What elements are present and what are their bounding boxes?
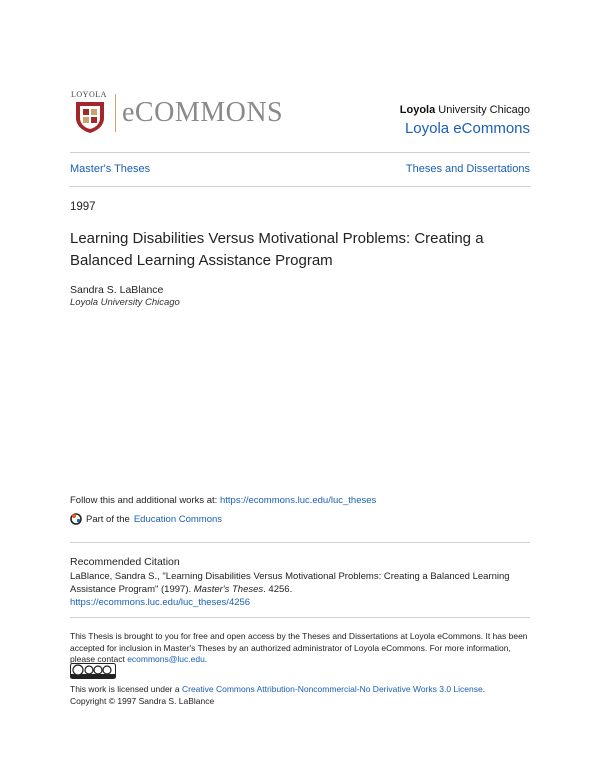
part-of-line: Part of the Education Commons [70, 513, 222, 525]
divider-notice [70, 617, 530, 618]
repository-link[interactable]: Loyola eCommons [404, 120, 530, 137]
follow-url-link[interactable]: https://ecommons.luc.edu/luc_theses [219, 495, 377, 506]
follow-line: Follow this and additional works at: https://ecommons.luc.edu/luc_theses [70, 495, 377, 506]
author-affiliation: Loyola University Chicago [70, 297, 180, 308]
creative-commons-badge-icon[interactable] [70, 663, 116, 679]
crest-label: LOYOLA [71, 90, 107, 99]
license-block: This work is licensed under a Creative Commons Attribution-Noncommercial-No Derivative Works 3.0 License. Copyright © 1997 Sandra S. LaBlance [70, 684, 486, 706]
publication-year: 1997 [70, 201, 96, 213]
document-title: Learning Disabilities Versus Motivational Problems: Creating a Balanced Learning Assistance Program [70, 230, 484, 269]
institution-name: Loyola University Chicago [399, 104, 530, 116]
masters-theses-link[interactable]: Master's Theses [70, 163, 151, 175]
citation-heading: Recommended Citation [70, 556, 180, 568]
author-name: Sandra S. LaBlance [70, 284, 164, 296]
divider-top [70, 152, 530, 153]
divider-nav [70, 186, 530, 187]
cc-license-link[interactable]: Creative Commons Attribution-Noncommercial-No Derivative Works 3.0 License [181, 684, 483, 694]
copyright-line: Copyright © 1997 Sandra S. LaBlance [70, 695, 215, 706]
citation-text: LaBlance, Sandra S., "Learning Disabilities Versus Motivational Problems: Creating a Balanced Learning Assistance Program" (1997). Master's Theses. 4256. https://ecommons.luc.edu/luc_theses/4256 [70, 571, 510, 608]
logo-divider [115, 94, 116, 132]
ecommons-logo-text: eCOMMONS [122, 97, 284, 128]
education-commons-link[interactable]: Education Commons [133, 513, 223, 525]
contact-email-link[interactable]: ecommons@luc.edu [127, 654, 205, 664]
loyola-crest-icon [72, 100, 108, 134]
network-icon [70, 513, 82, 525]
theses-dissertations-link[interactable]: Theses and Dissertations [405, 163, 530, 175]
citation-url-link[interactable]: https://ecommons.luc.edu/luc_theses/4256 [70, 597, 251, 608]
access-notice: This Thesis is brought to you for free and open access by the Theses and Dissertations at Loyola eCommons. It has been accepted for inclusion in Master's Theses by an authorized administrator of Loyola eCommons. For more information, please contact ecommons@luc.edu. [70, 631, 528, 664]
divider-citation [70, 542, 530, 543]
